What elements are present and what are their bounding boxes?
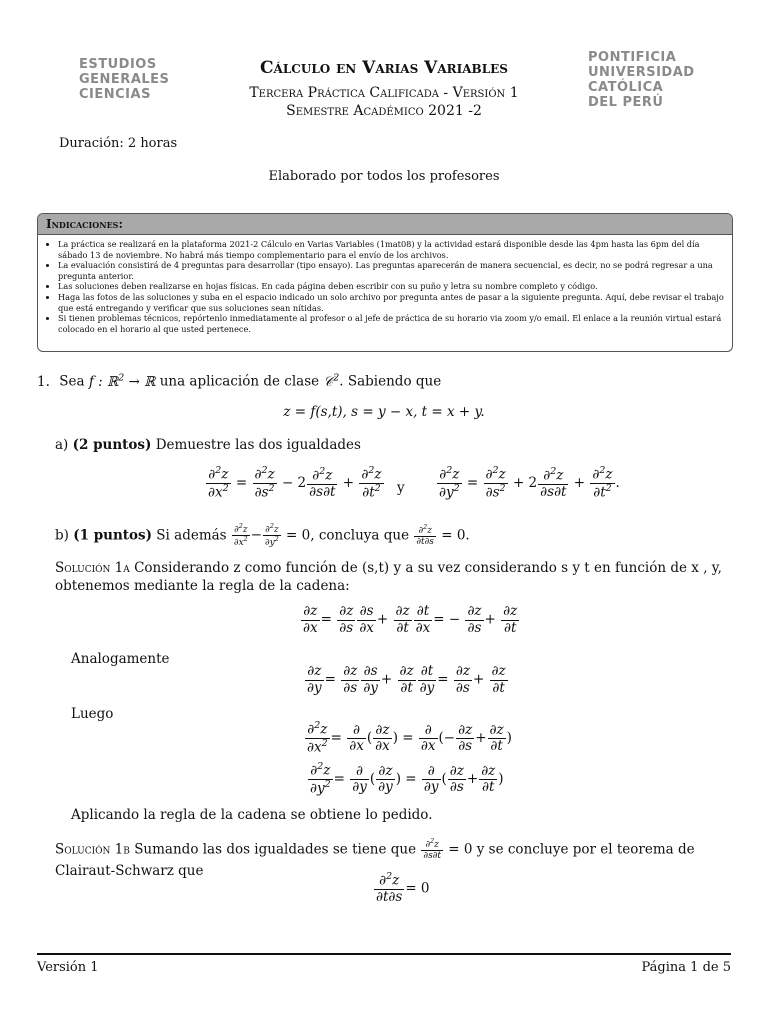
instruction-item: • Las soluciones deben realizarse en hojas físicas. En cada página deben escribir con su puño y letra su nombre completo y código. xyxy=(58,281,724,292)
exam-title: Cálculo en Varias Variables xyxy=(260,58,508,78)
exam-version: Tercera Práctica Calificada - Versión 1 xyxy=(249,85,519,101)
author-line: Elaborado por todos los profesores xyxy=(268,169,500,184)
solution-label: Solución 1a xyxy=(55,560,130,576)
solution-1a-intro xyxy=(55,559,732,595)
final-result: $\frac{\partial^2z}{\partial t\partial s}$ = 0 xyxy=(376,871,430,906)
equality-yy: $\frac{\partial^2z}{\partial y^2}$ = $\frac{\partial^2z}{\partial s^2}$ + 2 $\frac{\partial^2z}{\partial s\partial t}$ + $\frac{\partial^2z}{\partial t^2}$ . xyxy=(439,465,620,501)
part-b-label: b) xyxy=(55,527,69,544)
logo-line: CATÓLICA xyxy=(588,80,664,95)
laplace-condition: $\frac{\partial^2z}{\partial x^2}$ − $\frac{\partial^2z}{\partial y^2}$ xyxy=(233,523,279,549)
estudios-generales-logo xyxy=(79,57,199,102)
part-b-statement xyxy=(55,523,470,549)
instruction-item: • Haga las fotos de las soluciones y suba en el espacio indicado un solo archivo por pregunta antes de pasar a la siguiente pregunta. Aquí, debe revisar el trabajo que está entregando y verificar que sus soluciones sean nítidas. xyxy=(58,292,724,313)
solution-1b-text-b: = 0 y se concluye por el teorema de Clairaut-Schwarz que xyxy=(55,841,695,879)
instruction-item: • Si tienen problemas técnicos, repórtenlo inmediatamente al profesor o al jefe de práctica de su horario via zoom y/o email. El enlace a la reunión virtual estará colocado en el horario al que usted pertenece. xyxy=(58,313,724,334)
pucp-logo xyxy=(588,50,728,110)
part-a-text: Demuestre las dos igualdades xyxy=(155,437,361,453)
instructions-box xyxy=(37,213,733,352)
class-c2: 𝒞$^2$ xyxy=(323,372,340,390)
solution-1a-text: Considerando z como función de (s,t) y a su vez considerando s y t en función de x , y, obtenemos mediante la regla de la cadena: xyxy=(55,560,722,594)
instruction-item: • La práctica se realizará en la plataforma 2021-2 Cálculo en Varias Variables (1mat08) y la actividad estará disponible desde las 4pm hasta las 6pm del día sábado 13 de noviembre. No habrá más tiempo complementario para el envío de los archivos. xyxy=(58,239,724,260)
part-b-text: Si además xyxy=(156,527,227,544)
footer-version: Versión 1 xyxy=(37,960,99,975)
footer-page-number: Página 1 de 5 xyxy=(641,960,731,975)
then-text: Luego xyxy=(71,706,114,722)
part-b-text-3: = 0. xyxy=(441,527,470,544)
question-number: 1. xyxy=(37,373,50,390)
solution-1b-text-a: Sumando las dos igualdades se tiene que xyxy=(134,841,417,858)
variable-relation: z = f(s,t), s = y − x, t = x + y. xyxy=(283,404,485,420)
q1-intro: Sea xyxy=(59,373,85,390)
part-b-text-2: = 0, concluya que xyxy=(286,527,410,544)
chain-rule-dzdy: $\frac{\partial z}{\partial y}$ = $\frac{\partial z}{\partial s}$ $\frac{\partial s}{\partial y}$ + $\frac{\partial z}{\partial t}$ $\frac{\partial t}{\partial y}$ = $\frac{\partial z}{\partial s}$ + $\frac{\partial z}{\partial t}$ xyxy=(307,663,506,696)
instruction-item: • La evaluación consistirá de 4 preguntas para desarrollar (tipo ensayo). Las preguntas aparecerán de manera secuencial, es decir, no se podrá regresar a una pregunta anterior. xyxy=(58,260,724,281)
logo-line: PONTIFICIA xyxy=(588,50,677,65)
equality-xx: $\frac{\partial^2z}{\partial x^2}$ = $\frac{\partial^2z}{\partial s^2}$ − 2 $\frac{\partial^2z}{\partial s\partial t}$ + $\frac{\partial^2z}{\partial t^2}$ xyxy=(208,465,382,501)
part-a-label: a) xyxy=(55,437,69,453)
function-signature: f : ℝ$^2$ → ℝ xyxy=(88,372,156,390)
logo-line: GENERALES xyxy=(79,72,170,87)
part-b-points: (1 puntos) xyxy=(73,527,152,544)
exam-subtitle xyxy=(200,84,568,120)
chain-rule-dzdx: $\frac{\partial z}{\partial x}$ = $\frac{\partial z}{\partial s}$ $\frac{\partial s}{\partial x}$ + $\frac{\partial z}{\partial t}$ $\frac{\partial t}{\partial x}$ = − $\frac{\partial z}{\partial s}$ + $\frac{\partial z}{\partial t}$ xyxy=(303,603,518,636)
solution-label: Solución 1b xyxy=(55,841,130,858)
footer-rule xyxy=(37,953,731,955)
second-derivative-yy: $\frac{\partial^2z}{\partial y^2}$ = $\frac{\partial}{\partial y}$ ( $\frac{\partial z}{\partial y}$ ) = $\frac{\partial}{\partial y}$ ( $\frac{\partial z}{\partial s}$ + $\frac{\partial z}{\partial t}$ ) xyxy=(310,761,504,797)
mixed-derivative-st: $\frac{\partial^2z}{\partial s\partial t}$ xyxy=(423,838,441,862)
question-1-statement xyxy=(37,372,441,390)
q1-intro-3: . Sabiendo que xyxy=(339,373,442,390)
instructions-list xyxy=(38,239,732,334)
logo-line: ESTUDIOS xyxy=(79,57,157,72)
analog-text: Analogamente xyxy=(71,651,170,667)
q1-intro-2: una aplicación de clase xyxy=(159,373,320,390)
instructions-heading: Indicaciones: xyxy=(38,214,732,235)
solution-1a-conclusion: Aplicando la regla de la cadena se obtiene lo pedido. xyxy=(71,807,433,823)
duration: Duración: 2 horas xyxy=(59,136,178,151)
logo-line: CIENCIAS xyxy=(79,87,151,102)
semester: Semestre Académico 2021 -2 xyxy=(286,103,482,119)
part-a-statement xyxy=(55,437,361,453)
logo-line: DEL PERÚ xyxy=(588,95,664,110)
second-derivative-xx: $\frac{\partial^2z}{\partial x^2}$ = $\frac{\partial}{\partial x}$ ( $\frac{\partial z}{\partial x}$ ) = $\frac{\partial}{\partial x}$ (− $\frac{\partial z}{\partial s}$ + $\frac{\partial z}{\partial t}$ ) xyxy=(307,720,512,756)
and-word: y xyxy=(397,480,405,496)
part-a-points: (2 puntos) xyxy=(72,437,152,453)
mixed-derivative: $\frac{\partial^2z}{\partial t\partial s}$ xyxy=(416,524,434,548)
logo-line: UNIVERSIDAD xyxy=(588,65,695,80)
